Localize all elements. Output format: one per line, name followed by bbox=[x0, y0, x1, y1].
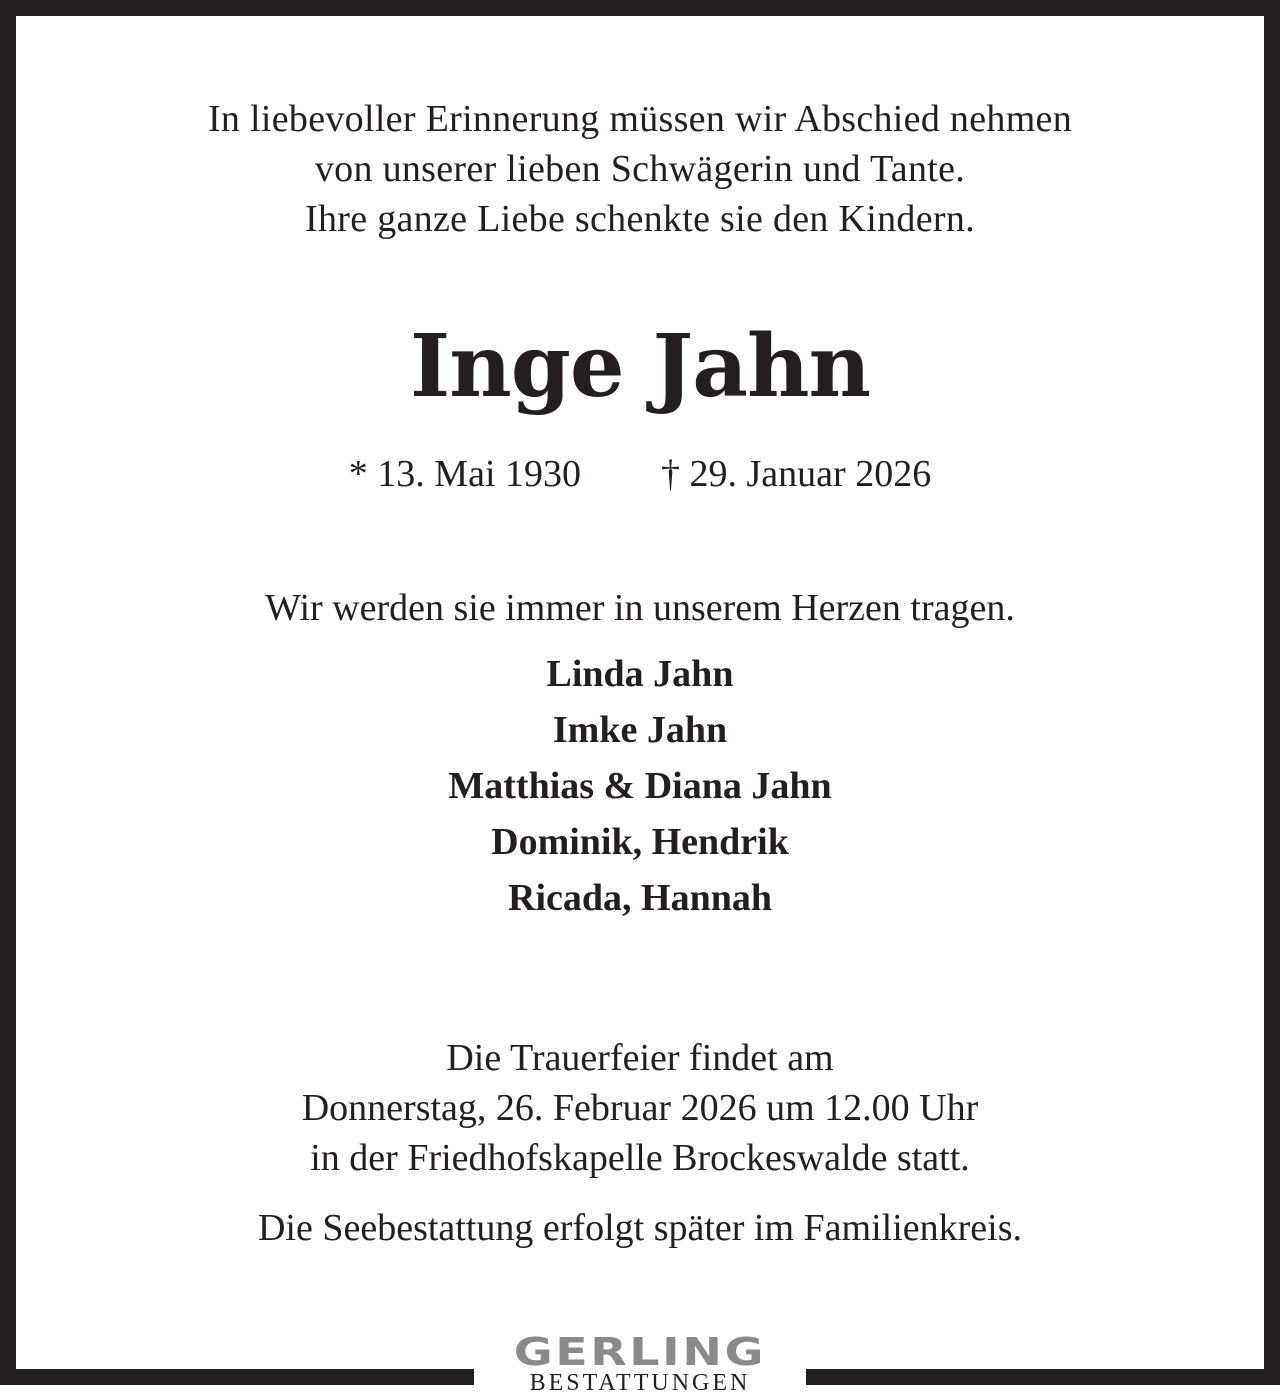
mourner-name: Dominik, Hendrik bbox=[491, 821, 789, 863]
logo-subtitle: BESTATTUNGEN bbox=[529, 1370, 751, 1396]
intro-line-2: von unserer lieben Schwägerin und Tante. bbox=[314, 148, 966, 190]
life-dates bbox=[16, 452, 1264, 496]
intro-line-1: In liebevoller Erinnerung müssen wir Abschied nehmen bbox=[207, 98, 1073, 140]
logo-wordmark: GERLING bbox=[513, 1330, 767, 1374]
frame-border-bottom-left bbox=[0, 1369, 474, 1385]
frame-border-bottom-right bbox=[806, 1369, 1280, 1385]
burial-note: Die Seebestattung erfolgt später im Familienkreis. bbox=[257, 1207, 1023, 1249]
frame-border-left bbox=[0, 0, 16, 1385]
birth-date: * 13. Mai 1930 bbox=[348, 453, 582, 495]
service-line-1: Die Trauerfeier findet am bbox=[446, 1037, 834, 1079]
service-line-3: in der Friedhofskapelle Brockeswalde statt. bbox=[310, 1137, 970, 1179]
intro-line-3: Ihre ganze Liebe schenkte sie den Kindern. bbox=[305, 198, 975, 240]
motto: Wir werden sie immer in unserem Herzen tragen. bbox=[265, 587, 1015, 629]
mourner-name: Ricada, Hannah bbox=[508, 877, 772, 919]
mourner-name: Linda Jahn bbox=[546, 653, 734, 695]
mourner-name: Matthias & Diana Jahn bbox=[448, 765, 832, 807]
funeral-home-logo bbox=[474, 1332, 806, 1396]
deceased-name: Inge Jahn bbox=[409, 316, 870, 417]
mourner-name: Imke Jahn bbox=[552, 709, 728, 751]
service-line-2: Donnerstag, 26. Februar 2026 um 12.00 Uhr bbox=[301, 1087, 979, 1129]
frame-border-right bbox=[1264, 0, 1280, 1385]
frame-border-top bbox=[0, 0, 1280, 16]
death-date: † 29. Januar 2026 bbox=[661, 453, 932, 495]
